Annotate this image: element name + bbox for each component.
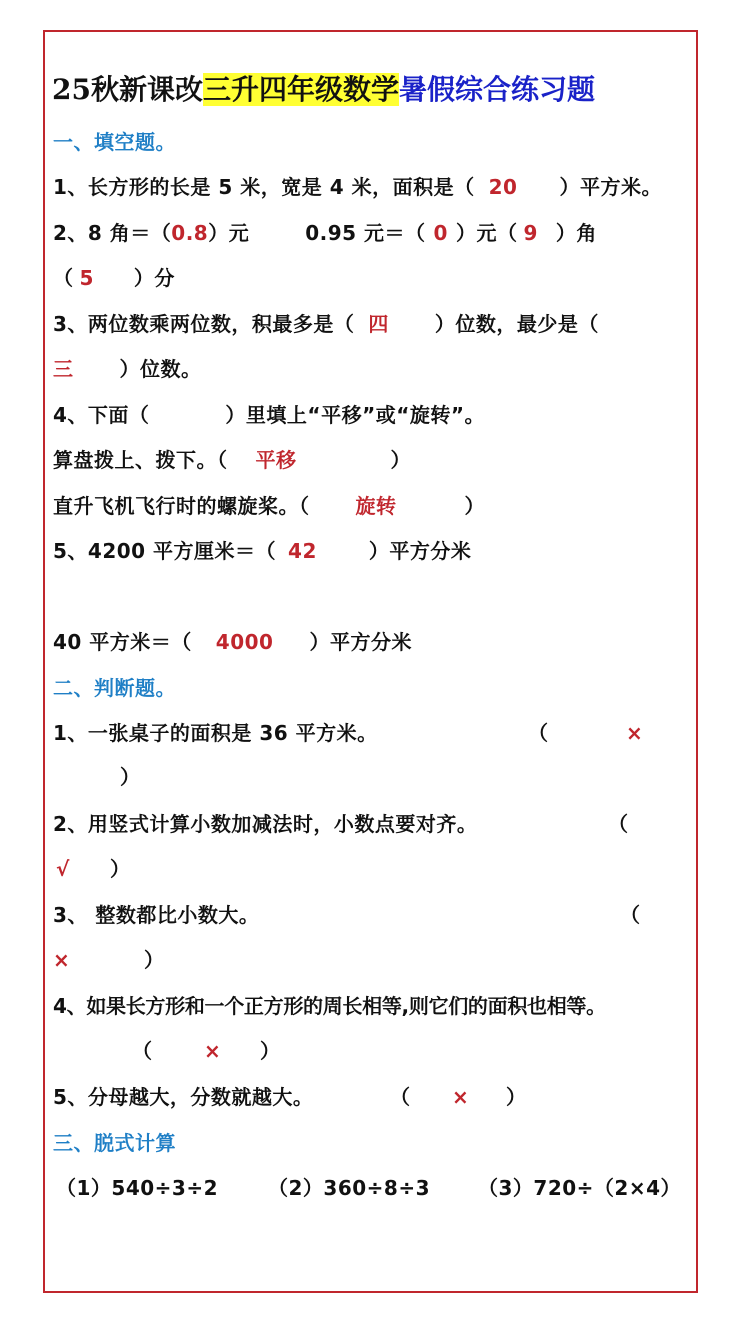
section-heading-fill: 一、填空题。 — [53, 130, 176, 154]
judge-q3-answer: × — [53, 948, 71, 972]
judge-q4-open: （ — [132, 1039, 153, 1063]
fill-q4a-answer: 平移 — [255, 448, 297, 472]
judge-q2-text: 2、用竖式计算小数加减法时，小数点要对齐。 — [53, 812, 478, 836]
fill-q5b-text-end: ）平方分米 — [309, 630, 412, 654]
judge-question-1 — [53, 719, 378, 747]
judge-q3-text: 3、 整数都比小数大。 — [53, 903, 260, 927]
fill-q3-text: 3、两位数乘两位数，积最多是（ — [53, 312, 355, 336]
judge-q1-answer: × — [626, 721, 644, 745]
fill-q5a-text-end: ）平方分米 — [368, 539, 472, 563]
fill-question-3 — [53, 310, 599, 338]
fill-q4-text-end: ）里填上“平移”或“旋转”。 — [225, 403, 485, 427]
fill-question-3-cont — [53, 355, 202, 383]
fill-q1-text: 1、长方形的长是 5 米，宽是 4 米，面积是（ — [53, 175, 475, 199]
judge-question-4 — [53, 992, 606, 1020]
fill-q2-answer-c: 0 — [433, 221, 448, 245]
fill-question-2-cont — [53, 264, 175, 292]
fill-q2b-answer: 5 — [79, 266, 94, 290]
judge-q4-close: ） — [260, 1039, 281, 1063]
fill-q5a-answer: 42 — [288, 539, 317, 563]
fill-q5b-answer: 4000 — [215, 630, 274, 654]
fill-question-5b — [53, 628, 412, 656]
title-part-1: 25秋新课改 — [52, 73, 203, 106]
fill-q2b-open: （ — [53, 266, 74, 290]
fill-q3b-answer: 三 — [53, 357, 74, 381]
fill-question-4b — [53, 492, 485, 520]
judge-q2-close: ） — [110, 857, 131, 881]
fill-q2-answer-d: 9 — [523, 221, 538, 245]
judge-q2-open: （ — [608, 812, 629, 836]
judge-q1-text: 1、一张桌子的面积是 36 平方米。 — [53, 721, 378, 745]
fill-question-4 — [53, 401, 485, 429]
judge-q4-answer: × — [204, 1039, 222, 1063]
calc-item-2: （2）360÷8÷3 — [268, 1176, 431, 1200]
fill-q4a-close: ） — [390, 448, 411, 472]
judge-q5-text: 5、分母越大，分数就越大。 — [53, 1085, 314, 1109]
judge-q5-open: （ — [390, 1085, 411, 1109]
fill-q2b-text: ）分 — [133, 266, 175, 290]
calc-item-3: （3）720÷（2×4） — [478, 1176, 682, 1200]
fill-q3b-text: ）位数。 — [119, 357, 202, 381]
fill-question-4a — [53, 446, 411, 474]
fill-q1-answer: 20 — [488, 175, 518, 199]
judge-q4-text: 4、如果长方形和一个正方形的周长相等,则它们的面积也相等。 — [53, 994, 606, 1018]
fill-q3-answer: 四 — [368, 312, 389, 336]
fill-q5b-text: 40 平方米＝（ — [53, 630, 192, 654]
fill-q4b-close: ） — [464, 494, 485, 518]
judge-q2-answer: √ — [56, 857, 70, 881]
calc-item-1: （1）540÷3÷2 — [56, 1176, 219, 1200]
fill-question-5a — [53, 537, 471, 565]
fill-q3-text-end: ）位数，最少是（ — [434, 312, 599, 336]
judge-q1-open: （ — [528, 721, 549, 745]
fill-q2-text-e: ）角 — [555, 221, 597, 245]
fill-question-2 — [53, 219, 597, 247]
fill-q2-text-c: 0.95 元＝（ — [305, 221, 426, 245]
fill-q2-answer-a: 0.8 — [171, 221, 209, 245]
judge-q1-close: ） — [120, 765, 141, 789]
fill-q4b-text: 直升飞机飞行时的螺旋桨。（ — [53, 494, 310, 518]
worksheet-title — [52, 70, 595, 110]
judge-question-2 — [53, 810, 477, 838]
title-part-3: 暑假综合练习题 — [398, 73, 595, 106]
fill-q5a-text: 5、4200 平方厘米＝（ — [53, 539, 277, 563]
judge-question-3 — [53, 901, 259, 929]
fill-q2-text-a: 2、8 角＝（ — [53, 221, 172, 245]
section-heading-judge: 二、判断题。 — [53, 676, 176, 700]
fill-q4b-answer: 旋转 — [355, 494, 397, 518]
judge-question-5 — [53, 1083, 313, 1111]
judge-q5-answer: × — [452, 1085, 470, 1109]
fill-question-1 — [53, 173, 662, 201]
judge-q5-close: ） — [506, 1085, 527, 1109]
fill-q4-text: 4、下面（ — [53, 403, 150, 427]
section-heading-calc: 三、脱式计算 — [53, 1131, 176, 1155]
fill-q2-text-b: ）元 — [208, 221, 250, 245]
title-part-2-highlight: 三升四年级数学 — [202, 73, 399, 106]
judge-q3-open: （ — [620, 903, 641, 927]
fill-q4a-text: 算盘拨上、拨下。（ — [53, 448, 228, 472]
fill-q2-text-d: ）元（ — [455, 221, 518, 245]
judge-q3-close: ） — [144, 948, 165, 972]
fill-q1-text-end: ）平方米。 — [559, 175, 662, 199]
